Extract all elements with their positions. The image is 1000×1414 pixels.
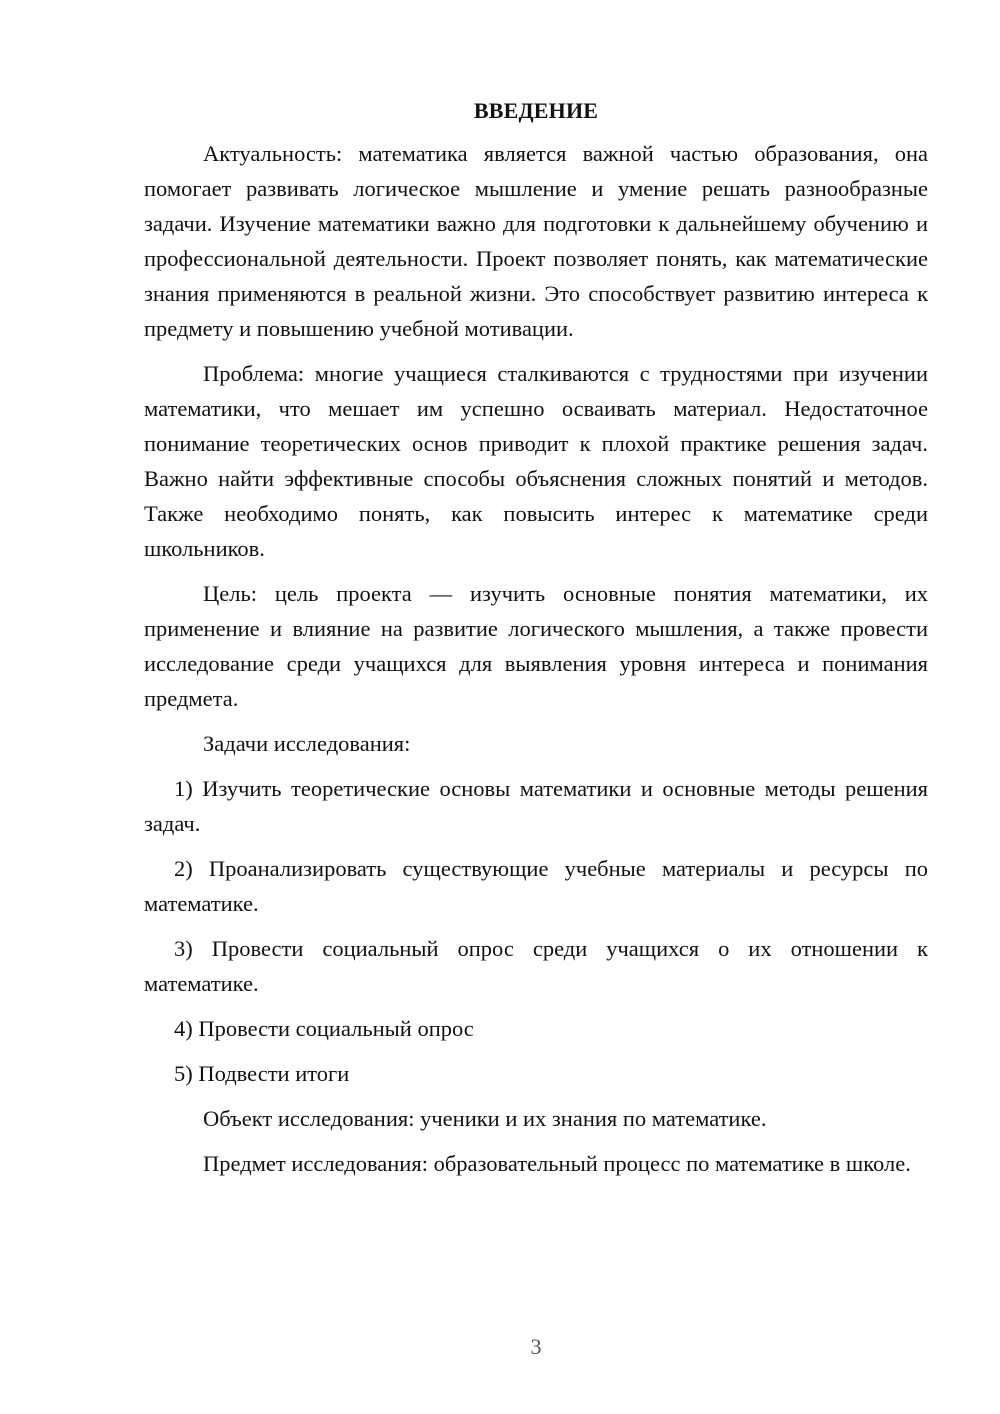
document-page bbox=[144, 96, 928, 1191]
object-paragraph: Объект исследования: ученики и их знания по математике. bbox=[203, 1106, 767, 1131]
page-number: 3 bbox=[530, 1334, 542, 1359]
subject-paragraph: Предмет исследования: образовательный процесс по математике в школе. bbox=[203, 1151, 911, 1176]
task-item-5: 5) Подвести итоги bbox=[174, 1061, 350, 1086]
problem-paragraph: Проблема: многие учащиеся сталкиваются с трудностями при изучении математики, что мешает им успешно осваивать материал. Недостаточное понимание теоретических основ приводит к плохой практике решения задач. Важно найти эффективные способы объяснения сложных понятий и методов. Также необходимо понять, как повысить интерес к математике среди школьников. bbox=[144, 361, 928, 561]
relevance-paragraph: Актуальность: математика является важной частью образования, она помогает развивать логическое мышление и умение решать разнообразные задачи. Изучение математики важно для подготовки к дальнейшему обучению и профессиональной деятельности. Проект позволяет понять, как математические знания применяются в реальной жизни. Это способствует развитию интереса к предмету и повышению учебной мотивации. bbox=[144, 141, 928, 341]
task-item-3: 3) Провести социальный опрос среди учащихся о их отношении к математике. bbox=[144, 936, 928, 996]
task-item-1: 1) Изучить теоретические основы математики и основные методы решения задач. bbox=[144, 776, 928, 836]
section-heading: ВВЕДЕНИЕ bbox=[473, 98, 599, 123]
tasks-title: Задачи исследования: bbox=[203, 731, 411, 756]
task-item-4: 4) Провести социальный опрос bbox=[174, 1016, 474, 1041]
task-item-2: 2) Проанализировать существующие учебные материалы и ресурсы по математике. bbox=[144, 856, 928, 916]
goal-paragraph: Цель: цель проекта — изучить основные понятия математики, их применение и влияние на развитие логического мышления, а также провести исследование среди учащихся для выявления уровня интереса и понимания предмета. bbox=[144, 581, 928, 711]
